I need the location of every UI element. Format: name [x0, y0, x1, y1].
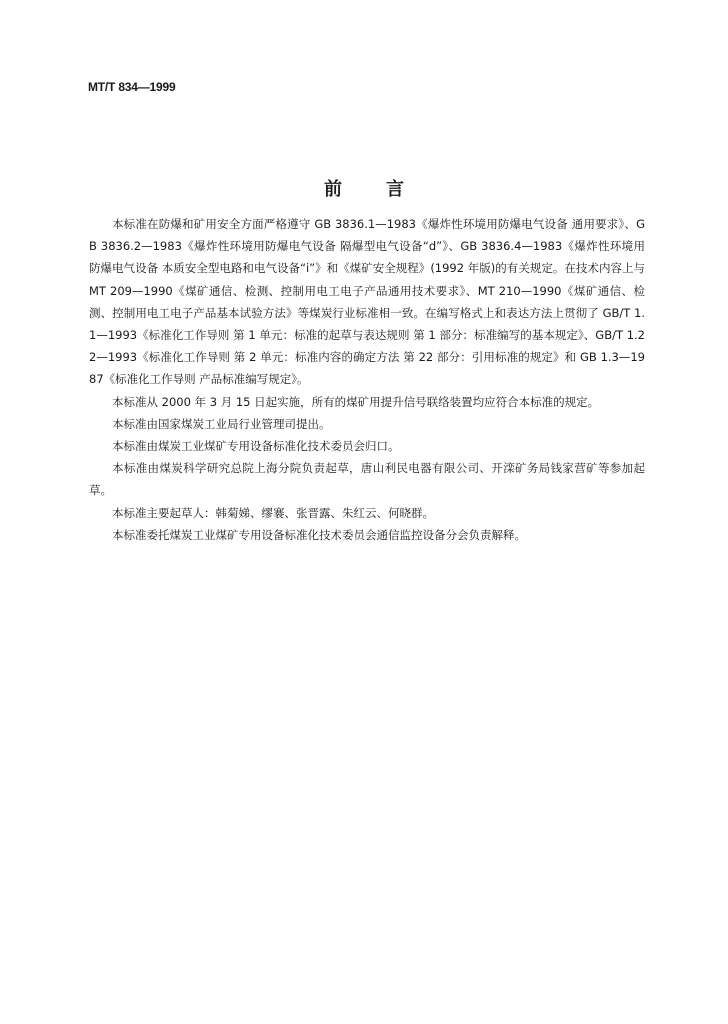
paragraph-interpretation: 本标准委托煤炭工业煤矿专用设备标准化技术委员会通信监控设备分会负责解释。: [112, 527, 526, 542]
paragraph-centralized-by: 本标准由煤炭工业煤矿专用设备标准化技术委员会归口。: [112, 439, 400, 454]
foreword-body: [89, 213, 645, 546]
paragraph-drafters: 本标准主要起草人：韩菊娣、缪褰、张晋露、朱红云、何晓群。: [112, 505, 434, 520]
page-title: 前言: [324, 179, 448, 200]
paragraph-drafting-units: 本标准由煤炭科学研究总院上海分院负责起草，唐山利民电器有限公司、开滦矿务局钱家营矿等参加起草。: [89, 461, 645, 498]
paragraph-effective-date: 本标准从 2000 年 3 月 15 日起实施，所有的煤矿用提升信号联络装置均应符合本标准的规定。: [112, 394, 600, 409]
paragraph-compliance: 本标准在防爆和矿用安全方面严格遵守 GB 3836.1—1983《爆炸性环境用防爆电气设备 通用要求》、GB 3836.2—1983《爆炸性环境用防爆电气设备 隔爆型电气设备“d”》、GB 3836.4—1983《爆炸性环境用防爆电气设备 本质安全型电路和电气设备“i”》和《煤矿安全规程》(1992 年版)的有关规定。在技术内容上与 MT 209—1990《煤矿通信、检测、控制用电工电子产品通用技术要求》、MT 210—1990《煤矿通信、检测、控制用电工电子产品基本试验方法》等煤炭行业标准相一致。在编写格式上和表达方法上贯彻了 GB/T 1.1—1993《标准化工作导则 第 1 单元：标准的起草与表达规则 第 1 部分：标准编写的基本规定》、GB/T 1.22—1993《标准化工作导则 第 2 单元：标准内容的确定方法 第 22 部分：引用标准的规定》和 GB 1.3—1987《标准化工作导则 产品标准编写规定》。: [89, 217, 645, 387]
standard-code: MT/T 834—1999: [88, 80, 176, 94]
paragraph-proposer: 本标准由国家煤炭工业局行业管理司提出。: [112, 416, 331, 431]
